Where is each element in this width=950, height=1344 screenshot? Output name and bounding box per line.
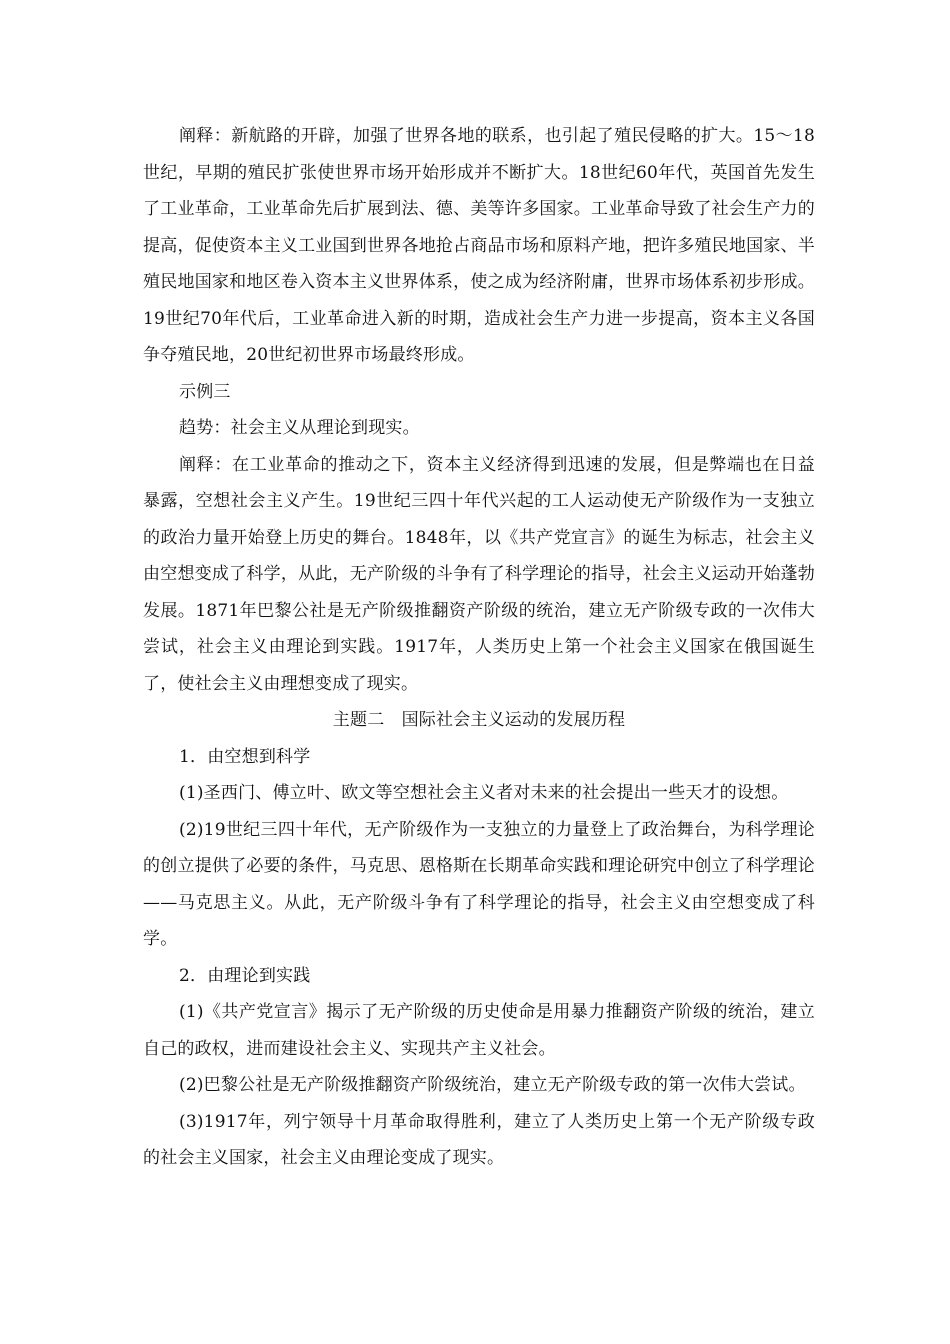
- list-item-1-1: (1)圣西门、傅立叶、欧文等空想社会主义者对未来的社会提出一些天才的设想。: [179, 783, 789, 803]
- list-item-2-3: (3)1917年，列宁领导十月革命取得胜利，建立了人类历史上第一个无产阶级专政的社会主义国家，社会主义由理论变成了现实。: [143, 1111, 815, 1168]
- list-item-2-2: (2)巴黎公社是无产阶级推翻资产阶级统治，建立无产阶级专政的第一次伟大尝试。: [179, 1075, 806, 1095]
- trend-statement: 趋势：社会主义从理论到现实。: [179, 418, 420, 438]
- section-title-theme-two: 主题二 国际社会主义运动的发展历程: [332, 710, 626, 730]
- document-page: [143, 118, 815, 1177]
- subheading-utopia-to-science: 1．由空想到科学: [179, 746, 311, 767]
- list-item-2-1: (1)《共产党宣言》揭示了无产阶级的历史使命是用暴力推翻资产阶级的统治，建立自己的政权，进而建设社会主义、实现共产主义社会。: [143, 1002, 815, 1059]
- paragraph-explanation-socialism: 阐释：在工业革命的推动之下，资本主义经济得到迅速的发展，但是弊端也在日益暴露，空想社会主义产生。19世纪三四十年代兴起的工人运动使无产阶级作为一支独立的政治力量开始登上历史的舞台。1848年，以《共产党宣言》的诞生为标志，社会主义由空想变成了科学，从此，无产阶级的斗争有了科学理论的指导，社会主义运动开始蓬勃发展。1871年巴黎公社是无产阶级推翻资产阶级的统治，建立无产阶级专政的一次伟大尝试，社会主义由理论到实践。1917年，人类历史上第一个社会主义国家在俄国诞生了，使社会主义由理想变成了现实。: [143, 454, 815, 694]
- subheading-theory-to-practice: 2．由理论到实践: [179, 965, 311, 986]
- paragraph-explanation-world-market: 阐释：新航路的开辟，加强了世界各地的联系，也引起了殖民侵略的扩大。15～18世纪，早期的殖民扩张使世界市场开始形成并不断扩大。18世纪60年代，英国首先发生了工业革命，工业革命先后扩展到法、德、美等许多国家。工业革命导致了社会生产力的提高，促使资本主义工业国到世界各地抢占商品市场和原料产地，把许多殖民地国家、半殖民地国家和地区卷入资本主义世界体系，使之成为经济附庸，世界市场体系初步形成。19世纪70年代后，工业革命进入新的时期，造成社会生产力进一步提高，资本主义各国争夺殖民地，20世纪初世界市场最终形成。: [143, 126, 815, 365]
- list-item-1-2: (2)19世纪三四十年代，无产阶级作为一支独立的力量登上了政治舞台，为科学理论的创立提供了必要的条件，马克思、恩格斯在长期革命实践和理论研究中创立了科学理论——马克思主义。从此，无产阶级斗争有了科学理论的指导，社会主义由空想变成了科学。: [143, 819, 815, 949]
- example-three-heading: 示例三: [179, 381, 231, 402]
